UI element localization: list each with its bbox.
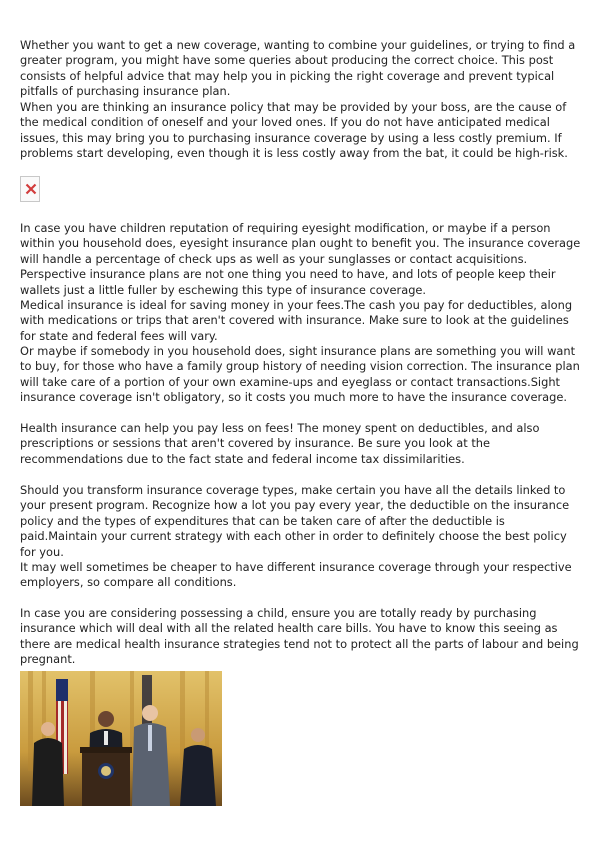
close-icon [25,183,37,195]
paragraph-7: Should you transform insurance coverage types, make certain you have all the details linked to your present program. Recognize how a lot you pay every year, the deductible on the insurance policy and the types of expenditures that can be taken care of after the deductible is paid.Maintain your current strategy with each other in order to definitely choose the best policy for you. [20,483,570,559]
paragraph-5: Or maybe if somebody in you household does, sight insurance plans are something you will want to buy, for those who have a family group history of needing vision correction. The insurance plan will take care of a portion of your own examine-ups and eyeglass or contact transactions.Sight insurance coverage isn't obligatory, so it costs you much more to have the insurance coverage. [20,344,580,405]
paragraph-4: Medical insurance is ideal for saving money in your fees.The cash you pay for deductibles, along with medications or trips that aren't covered with insurance. Make sure to look at the guidelines for state and federal fees will vary. [20,298,573,343]
broken-image-icon [20,176,40,202]
press-event-photo [20,671,222,806]
article-photo [20,671,222,806]
paragraph-3: In case you have children reputation of requiring eyesight modification, or maybe if a person within you household does, eyesight insurance plan ought to benefit you. The insurance coverage will handle a percentage of check ups as well as your sunglasses or contact acquisitions. Perspective insurance plans are not one thing you need to have, and lots of people keep their wallets just a little fuller by eschewing this type of insurance coverage. [20,221,581,297]
paragraph-9: In case you are considering possessing a child, ensure you are totally ready by purchasing insurance which will deal with all the related health care bills. You have to know this seeing as there are medical health insurance strategies tend not to protect all the parts of labour and being pregnant. [20,606,579,667]
paragraph-2: When you are thinking an insurance policy that may be provided by your boss, are the cause of the medical condition of oneself and your loved ones. If you do not have anticipated medical issues, this may bring you to purchasing insurance coverage by using a less costly premium. If problems start developing, even though it is less costly away from the bat, it could be high-risk. [20,100,568,161]
paragraph-8: It may well sometimes be cheaper to have different insurance coverage through your respective employers, so compare all conditions. [20,560,572,590]
paragraph-1: Whether you want to get a new coverage, wanting to combine your guidelines, or trying to find a greater program, you might have some queries about producing the correct choice. This post consists of helpful advice that may help you in picking the right coverage and prevent typical pitfalls of purchasing insurance plan. [20,38,576,99]
paragraph-6: Health insurance can help you pay less on fees! The money spent on deductibles, and also prescriptions or sessions that aren't covered by insurance. Be sure you look at the recommendations due to the fact state and federal income tax dissimilarities. [20,421,540,466]
